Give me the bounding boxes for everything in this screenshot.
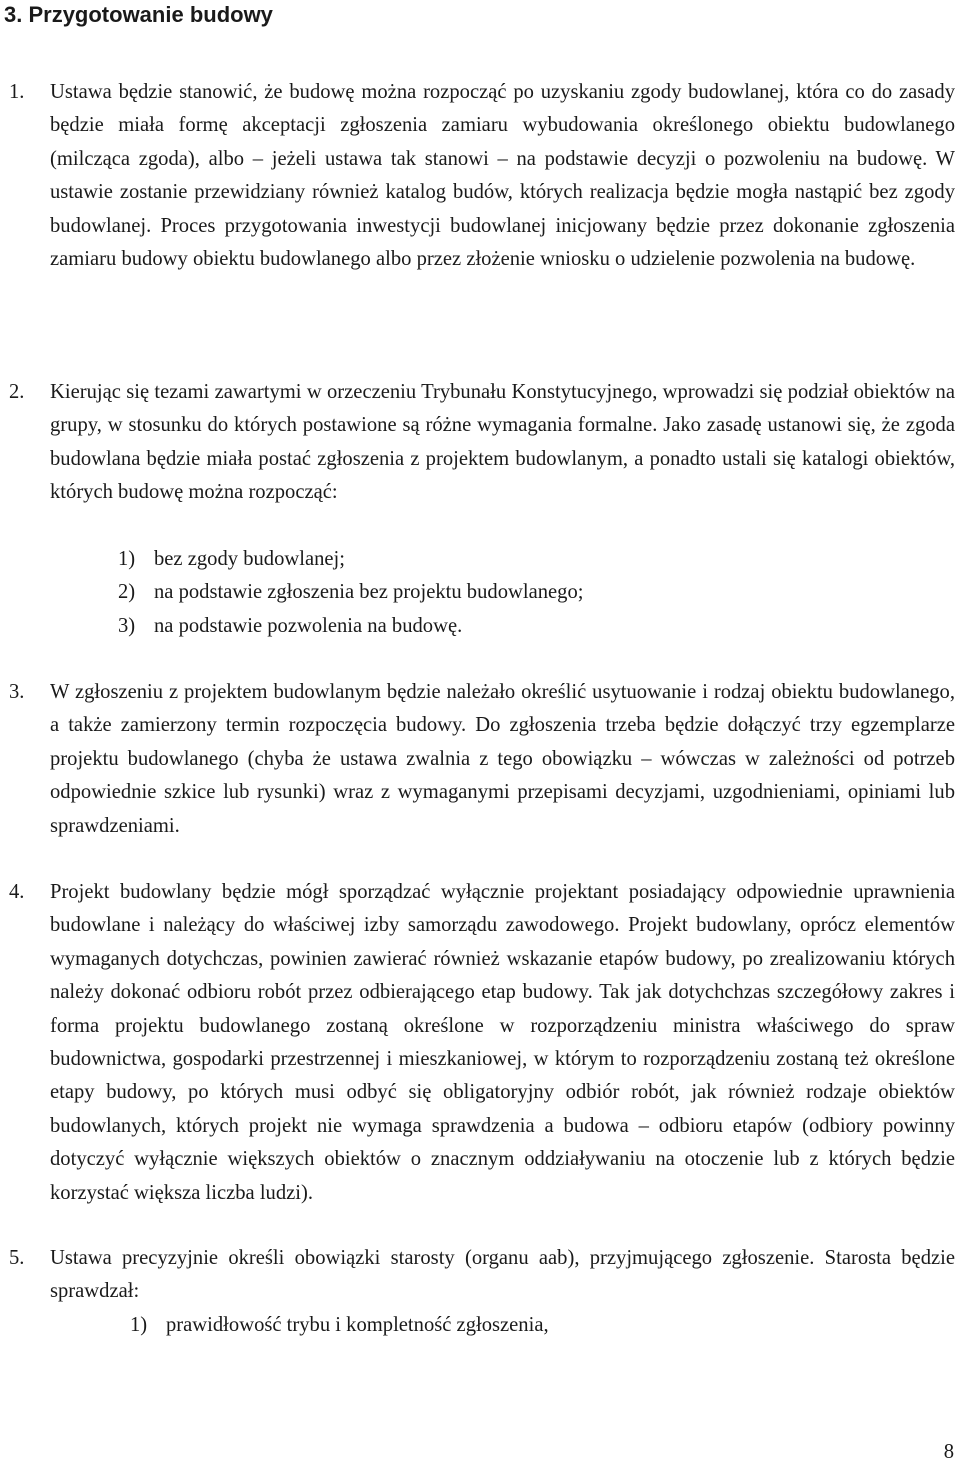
list-item-text: na podstawie zgłoszenia bez projektu budowlanego; <box>154 581 584 604</box>
paragraph-3-text: W zgłoszeniu z projektem budowlanym będzie należało określić usytuowanie i rodzaj obiektu budowlanego, a także zamierzony termin rozpoczęcia budowy. Do zgłoszenia trzeba będzie dołączyć trzy egzemplarze projektu budowlanego (chyba że ustawa zwalnia z tego obowiązku – wówczas w zależności od potrzeb odpowiednie szkice lub rysunki) wraz z wymaganymi przepisami decyzjami, uzgodnieniami, opiniami lub sprawdzeniami. <box>50 681 955 837</box>
list-item-number: 2) <box>118 581 136 604</box>
paragraph-4 <box>9 876 955 1210</box>
list-item-number: 3) <box>118 614 136 637</box>
list-item <box>118 543 918 576</box>
list-item-text: na podstawie pozwolenia na budowę. <box>154 614 463 637</box>
list-item <box>130 1309 930 1342</box>
paragraph-1 <box>9 76 955 276</box>
section-heading: 3. Przygotowanie budowy <box>4 2 273 27</box>
paragraph-1-number: 1. <box>9 81 25 103</box>
paragraph-5 <box>9 1242 955 1309</box>
paragraph-1-text: Ustawa będzie stanowić, że budowę można rozpocząć po uzyskaniu zgody budowlanej, która co do zasady będzie miała formę akceptacji zgłoszenia zamiaru wybudowania określonego obiektu budowlanego (milcząca zgoda), albo – jeżeli ustawa tak stanowi – na podstawie decyzji o pozwoleniu na budowę. W ustawie zostanie przewidziany również katalog budów, których realizacja będzie mogła nastąpić bez zgody budowlanej. Proces przygotowania inwestycji budowlanej inicjowany będzie przez dokonanie zgłoszenia zamiaru budowy obiektu budowlanego albo przez złożenie wniosku o udzielenie pozwolenia na budowę. <box>50 81 955 271</box>
paragraph-3-number: 3. <box>9 681 25 703</box>
paragraph-2-number: 2. <box>9 381 25 403</box>
list-item <box>118 610 918 643</box>
paragraph-3 <box>9 676 955 843</box>
paragraph-5-text: Ustawa precyzyjnie określi obowiązki starosty (organu aab), przyjmującego zgłoszenie. Starosta będzie sprawdzał: <box>50 1247 955 1303</box>
paragraph-4-number: 4. <box>9 881 25 903</box>
list-item-text: bez zgody budowlanej; <box>154 548 346 570</box>
list-item <box>118 576 918 609</box>
list-item-number: 1) <box>130 1314 148 1336</box>
list-item-text: prawidłowość trybu i kompletność zgłoszenia, <box>166 1314 549 1336</box>
paragraph-4-text: Projekt budowlany będzie mógł sporządzać wyłącznie projektant posiadający odpowiednie uprawnienia budowlane i należący do właściwej izby samorządu zawodowego. Projekt budowlany, oprócz elementów wymaganych dotychczas, powinien zawierać również wskazanie etapów budowy, po zrealizowaniu których należy dokonać odbioru robót przez odbierającego etap budowy. Tak jak dotychchzas szczegółowy zakres i forma projektu budowlanego zostaną określone w rozporządzeniu ministra właściwego do spraw budownictwa, gospodarki przestrzennej i mieszkaniowej, w którym to rozporządzeniu zostaną też określone etapy budowy, po których musi odbyć się obligatoryjny odbiór robót, jak również rodzaje obiektów budowlanych, których projekt nie wymaga sprawdzenia a budowa – odbioru etapów (odbiory powinny dotyczyć wyłącznie większych obiektów o znacznym oddziaływaniu na otoczenie lub z których będzie korzystać większa liczba ludzi). <box>50 881 955 1204</box>
paragraph-5-number: 5. <box>9 1247 25 1269</box>
paragraph-2-text: Kierując się tezami zawartymi w orzeczeniu Trybunału Konstytucyjnego, wprowadzi się podział obiektów na grupy, w stosunku do których postawione są różne wymagania formalne. Jako zasadę ustanowi się, że zgoda budowlana będzie miała postać zgłoszenia z projektem budowlanym, a ponadto ustali się katalogi obiektów, których budowę można rozpocząć: <box>50 381 955 504</box>
paragraph-2-list <box>118 543 918 643</box>
paragraph-2 <box>9 376 955 510</box>
paragraph-5-list <box>130 1309 930 1342</box>
list-item-number: 1) <box>118 548 136 570</box>
page-number: 8 <box>943 1441 954 1463</box>
